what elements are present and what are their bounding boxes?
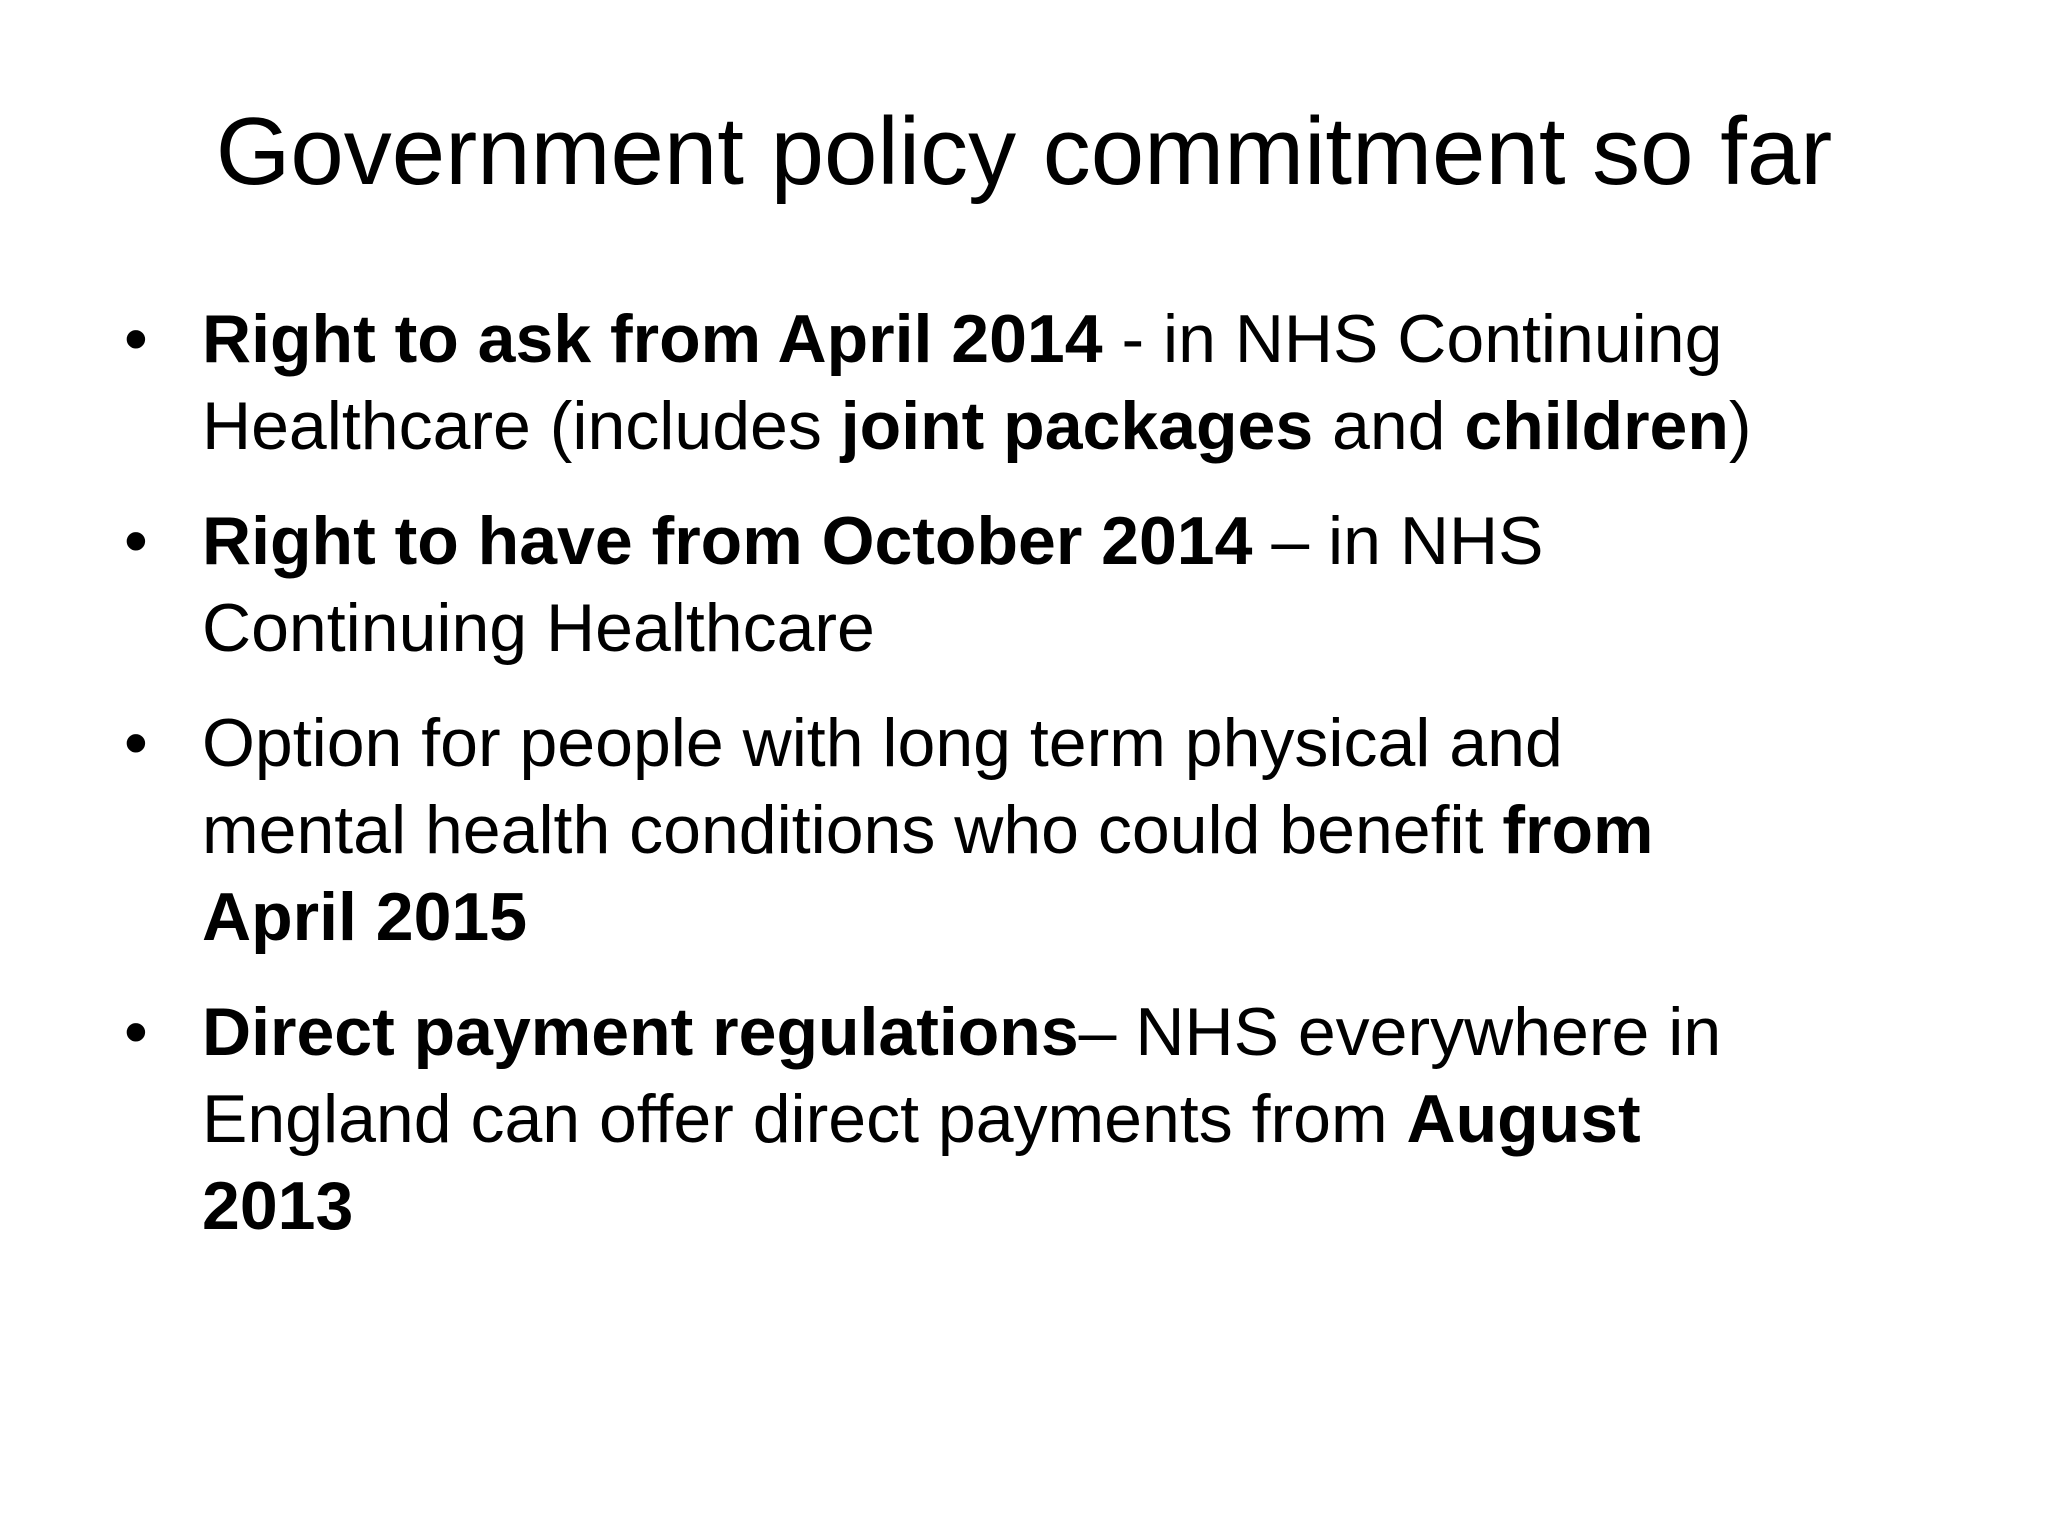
bullet-text: – in NHS [1252,503,1544,579]
bullet-text-bold: August [1406,1081,1641,1157]
bullet-text-bold: joint packages [840,388,1314,464]
bullet-text: England can offer direct payments from [202,1081,1407,1157]
bullet-item [120,989,2000,1250]
bullet-text-bold: April 2015 [202,879,528,955]
bullet-line [202,498,2000,585]
bullet-text: ) [1728,388,1752,464]
bullet-list [120,296,2000,1278]
bullet-line [202,585,2000,672]
bullet-line [202,989,2000,1076]
bullet-text: Healthcare (includes [202,388,841,464]
bullet-text: - in NHS Continuing [1102,301,1723,377]
bullet-dot-icon: • [124,503,148,579]
bullet-dot-icon: • [124,705,148,781]
bullet-item [120,498,2000,672]
bullet-text: mental health conditions who could benefit [202,792,1503,868]
bullet-line [202,787,2000,874]
bullet-line [202,296,2000,383]
bullet-text-bold: from [1502,792,1654,868]
slide-title: Government policy commitment so far [215,98,1833,205]
bullet-line [202,1076,2000,1163]
bullet-text-bold: Direct payment regulations [202,994,1079,1070]
bullet-text-bold: Right to have from October 2014 [202,503,1253,579]
bullet-dot-icon: • [124,301,148,377]
bullet-item [120,296,2000,470]
bullet-text: and [1313,388,1465,464]
bullet-line [202,874,2000,961]
bullet-line [202,1163,2000,1250]
bullet-text: – NHS everywhere in [1078,994,1722,1070]
bullet-line [202,383,2000,470]
bullet-item [120,700,2000,961]
bullet-line [202,700,2000,787]
bullet-dot-icon: • [124,994,148,1070]
bullet-text-bold: children [1464,388,1729,464]
bullet-text: Continuing Healthcare [202,590,875,666]
bullet-text-bold: 2013 [202,1168,354,1244]
bullet-text: Option for people with long term physical and [202,705,1563,781]
bullet-text-bold: Right to ask from April 2014 [202,301,1103,377]
